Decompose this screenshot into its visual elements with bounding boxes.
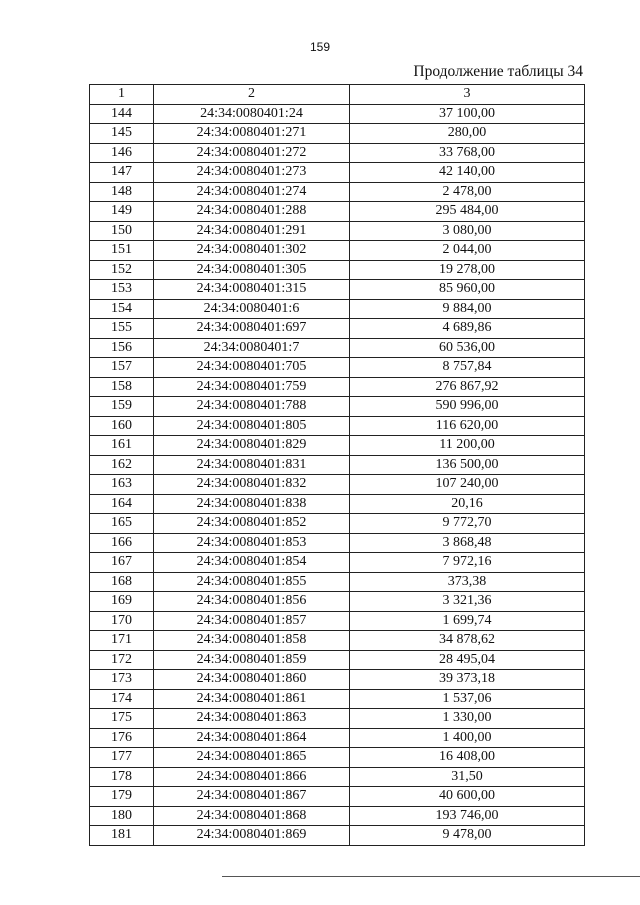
cadastral-number-cell: 24:34:0080401:829 — [154, 436, 350, 456]
bottom-rule — [222, 876, 640, 877]
column-header-1: 1 — [90, 85, 154, 105]
data-table — [89, 84, 585, 846]
value-cell: 193 746,00 — [350, 806, 585, 826]
cadastral-number-cell: 24:34:0080401:866 — [154, 767, 350, 787]
value-cell: 40 600,00 — [350, 787, 585, 807]
cadastral-number-cell: 24:34:0080401:857 — [154, 611, 350, 631]
row-number-cell: 156 — [90, 338, 154, 358]
value-cell: 280,00 — [350, 124, 585, 144]
table-body — [90, 104, 585, 845]
value-cell: 28 495,04 — [350, 650, 585, 670]
row-number-cell: 173 — [90, 670, 154, 690]
row-number-cell: 161 — [90, 436, 154, 456]
table-row — [90, 280, 585, 300]
value-cell: 19 278,00 — [350, 260, 585, 280]
value-cell: 37 100,00 — [350, 104, 585, 124]
table-row — [90, 806, 585, 826]
row-number-cell: 157 — [90, 358, 154, 378]
value-cell: 3 868,48 — [350, 533, 585, 553]
value-cell: 60 536,00 — [350, 338, 585, 358]
row-number-cell: 175 — [90, 709, 154, 729]
row-number-cell: 149 — [90, 202, 154, 222]
row-number-cell: 166 — [90, 533, 154, 553]
table-row — [90, 611, 585, 631]
row-number-cell: 151 — [90, 241, 154, 261]
row-number-cell: 168 — [90, 572, 154, 592]
table-row — [90, 592, 585, 612]
row-number-cell: 148 — [90, 182, 154, 202]
row-number-cell: 165 — [90, 514, 154, 534]
table-header-row — [90, 85, 585, 105]
cadastral-number-cell: 24:34:0080401:838 — [154, 494, 350, 514]
cadastral-number-cell: 24:34:0080401:697 — [154, 319, 350, 339]
row-number-cell: 159 — [90, 397, 154, 417]
cadastral-number-cell: 24:34:0080401:302 — [154, 241, 350, 261]
value-cell: 3 080,00 — [350, 221, 585, 241]
cadastral-number-cell: 24:34:0080401:856 — [154, 592, 350, 612]
table-row — [90, 319, 585, 339]
cadastral-number-cell: 24:34:0080401:273 — [154, 163, 350, 183]
value-cell: 590 996,00 — [350, 397, 585, 417]
table-row — [90, 377, 585, 397]
row-number-cell: 174 — [90, 689, 154, 709]
value-cell: 373,38 — [350, 572, 585, 592]
column-header-2: 2 — [154, 85, 350, 105]
row-number-cell: 178 — [90, 767, 154, 787]
table-row — [90, 514, 585, 534]
cadastral-number-cell: 24:34:0080401:869 — [154, 826, 350, 846]
cadastral-number-cell: 24:34:0080401:272 — [154, 143, 350, 163]
cadastral-number-cell: 24:34:0080401:853 — [154, 533, 350, 553]
value-cell: 136 500,00 — [350, 455, 585, 475]
table-row — [90, 163, 585, 183]
table-row — [90, 631, 585, 651]
cadastral-number-cell: 24:34:0080401:7 — [154, 338, 350, 358]
row-number-cell: 153 — [90, 280, 154, 300]
table-row — [90, 767, 585, 787]
value-cell: 9 884,00 — [350, 299, 585, 319]
cadastral-number-cell: 24:34:0080401:831 — [154, 455, 350, 475]
value-cell: 39 373,18 — [350, 670, 585, 690]
table-row — [90, 338, 585, 358]
row-number-cell: 180 — [90, 806, 154, 826]
table-caption: Продолжение таблицы 34 — [413, 63, 583, 80]
row-number-cell: 179 — [90, 787, 154, 807]
table-row — [90, 416, 585, 436]
cadastral-number-cell: 24:34:0080401:274 — [154, 182, 350, 202]
table-row — [90, 533, 585, 553]
cadastral-number-cell: 24:34:0080401:6 — [154, 299, 350, 319]
cadastral-number-cell: 24:34:0080401:855 — [154, 572, 350, 592]
row-number-cell: 172 — [90, 650, 154, 670]
cadastral-number-cell: 24:34:0080401:854 — [154, 553, 350, 573]
row-number-cell: 162 — [90, 455, 154, 475]
value-cell: 1 699,74 — [350, 611, 585, 631]
row-number-cell: 145 — [90, 124, 154, 144]
value-cell: 9 478,00 — [350, 826, 585, 846]
table-row — [90, 104, 585, 124]
cadastral-number-cell: 24:34:0080401:288 — [154, 202, 350, 222]
row-number-cell: 158 — [90, 377, 154, 397]
row-number-cell: 154 — [90, 299, 154, 319]
value-cell: 85 960,00 — [350, 280, 585, 300]
value-cell: 276 867,92 — [350, 377, 585, 397]
cadastral-number-cell: 24:34:0080401:788 — [154, 397, 350, 417]
table-row — [90, 182, 585, 202]
row-number-cell: 144 — [90, 104, 154, 124]
cadastral-number-cell: 24:34:0080401:865 — [154, 748, 350, 768]
value-cell: 7 972,16 — [350, 553, 585, 573]
value-cell: 295 484,00 — [350, 202, 585, 222]
cadastral-number-cell: 24:34:0080401:858 — [154, 631, 350, 651]
table-row — [90, 455, 585, 475]
row-number-cell: 164 — [90, 494, 154, 514]
cadastral-number-cell: 24:34:0080401:315 — [154, 280, 350, 300]
row-number-cell: 160 — [90, 416, 154, 436]
value-cell: 4 689,86 — [350, 319, 585, 339]
row-number-cell: 152 — [90, 260, 154, 280]
row-number-cell: 155 — [90, 319, 154, 339]
row-number-cell: 146 — [90, 143, 154, 163]
row-number-cell: 150 — [90, 221, 154, 241]
value-cell: 31,50 — [350, 767, 585, 787]
table-row — [90, 202, 585, 222]
table-row — [90, 475, 585, 495]
value-cell: 11 200,00 — [350, 436, 585, 456]
cadastral-number-cell: 24:34:0080401:859 — [154, 650, 350, 670]
row-number-cell: 171 — [90, 631, 154, 651]
value-cell: 8 757,84 — [350, 358, 585, 378]
cadastral-number-cell: 24:34:0080401:832 — [154, 475, 350, 495]
table-row — [90, 826, 585, 846]
value-cell: 2 044,00 — [350, 241, 585, 261]
table-row — [90, 787, 585, 807]
value-cell: 33 768,00 — [350, 143, 585, 163]
table-row — [90, 670, 585, 690]
value-cell: 2 478,00 — [350, 182, 585, 202]
table-row — [90, 689, 585, 709]
table-row — [90, 124, 585, 144]
table-row — [90, 241, 585, 261]
table-row — [90, 260, 585, 280]
table-row — [90, 728, 585, 748]
table-row — [90, 299, 585, 319]
value-cell: 20,16 — [350, 494, 585, 514]
row-number-cell: 177 — [90, 748, 154, 768]
table-row — [90, 709, 585, 729]
value-cell: 34 878,62 — [350, 631, 585, 651]
cadastral-number-cell: 24:34:0080401:861 — [154, 689, 350, 709]
table-row — [90, 748, 585, 768]
cadastral-number-cell: 24:34:0080401:271 — [154, 124, 350, 144]
page-number: 159 — [309, 40, 331, 54]
cadastral-number-cell: 24:34:0080401:305 — [154, 260, 350, 280]
value-cell: 116 620,00 — [350, 416, 585, 436]
row-number-cell: 163 — [90, 475, 154, 495]
row-number-cell: 176 — [90, 728, 154, 748]
table-row — [90, 143, 585, 163]
table-row — [90, 494, 585, 514]
table-row — [90, 397, 585, 417]
table-row — [90, 358, 585, 378]
row-number-cell: 170 — [90, 611, 154, 631]
cadastral-number-cell: 24:34:0080401:867 — [154, 787, 350, 807]
value-cell: 3 321,36 — [350, 592, 585, 612]
row-number-cell: 167 — [90, 553, 154, 573]
table-row — [90, 553, 585, 573]
cadastral-number-cell: 24:34:0080401:860 — [154, 670, 350, 690]
row-number-cell: 169 — [90, 592, 154, 612]
row-number-cell: 147 — [90, 163, 154, 183]
cadastral-number-cell: 24:34:0080401:291 — [154, 221, 350, 241]
table-row — [90, 572, 585, 592]
value-cell: 1 400,00 — [350, 728, 585, 748]
cadastral-number-cell: 24:34:0080401:852 — [154, 514, 350, 534]
cadastral-number-cell: 24:34:0080401:864 — [154, 728, 350, 748]
value-cell: 42 140,00 — [350, 163, 585, 183]
value-cell: 1 330,00 — [350, 709, 585, 729]
cadastral-number-cell: 24:34:0080401:863 — [154, 709, 350, 729]
cadastral-number-cell: 24:34:0080401:868 — [154, 806, 350, 826]
row-number-cell: 181 — [90, 826, 154, 846]
column-header-3: 3 — [350, 85, 585, 105]
table-row — [90, 221, 585, 241]
cadastral-number-cell: 24:34:0080401:24 — [154, 104, 350, 124]
table-row — [90, 436, 585, 456]
value-cell: 16 408,00 — [350, 748, 585, 768]
value-cell: 107 240,00 — [350, 475, 585, 495]
table-row — [90, 650, 585, 670]
value-cell: 1 537,06 — [350, 689, 585, 709]
value-cell: 9 772,70 — [350, 514, 585, 534]
cadastral-number-cell: 24:34:0080401:805 — [154, 416, 350, 436]
cadastral-number-cell: 24:34:0080401:759 — [154, 377, 350, 397]
cadastral-number-cell: 24:34:0080401:705 — [154, 358, 350, 378]
